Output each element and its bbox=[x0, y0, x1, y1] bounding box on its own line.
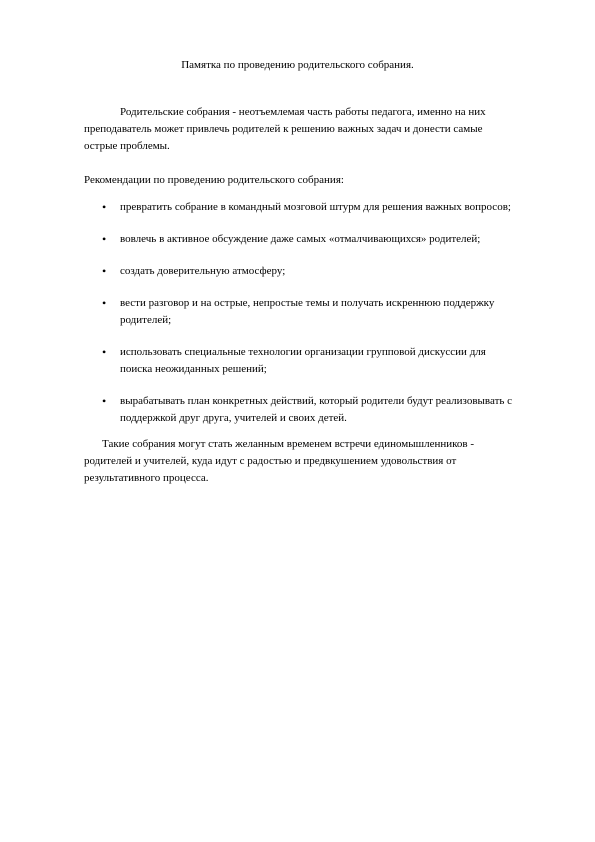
list-item bbox=[84, 295, 516, 329]
bullet-icon: • bbox=[102, 264, 107, 278]
list-item-text: использовать специальные технологии организации групповой дискуссии для поиска неожиданных решений; bbox=[120, 346, 486, 375]
recommendations-heading: Рекомендации по проведению родительского собрания: bbox=[84, 174, 344, 186]
list-item-text: вести разговор и на острые, непростые темы и получать искреннюю поддержку родителей; bbox=[120, 297, 495, 326]
list-item bbox=[84, 344, 516, 378]
list-item-text: создать доверительную атмосферу; bbox=[120, 265, 286, 277]
list-item-text: вовлечь в активное обсуждение даже самых «отмалчивающихся» родителей; bbox=[120, 233, 481, 245]
recommendations-list bbox=[84, 199, 516, 442]
list-item bbox=[84, 199, 516, 216]
bullet-icon: • bbox=[102, 232, 107, 246]
bullet-icon: • bbox=[102, 345, 107, 359]
closing-paragraph: Такие собрания могут стать желанным временем встречи единомышленников - родителей и учителей, куда идут с радостью и предвкушением удовольствия от результативного процесса. bbox=[84, 438, 475, 484]
bullet-icon: • bbox=[102, 394, 107, 408]
document-title: Памятка по проведению родительского собрания. bbox=[181, 59, 414, 71]
list-item-text: превратить собрание в командный мозговой штурм для решения важных вопросов; bbox=[120, 201, 511, 213]
intro-paragraph: Родительские собрания - неотъемлемая часть работы педагога, именно на них преподаватель может привлечь родителей к решению важных задач и донести самые острые проблемы. bbox=[84, 106, 486, 152]
list-item bbox=[84, 231, 516, 248]
bullet-icon: • bbox=[102, 200, 107, 214]
list-item bbox=[84, 393, 516, 427]
list-item-text: вырабатывать план конкретных действий, который родители будут реализовывать с поддержкой друг друга, учителей и своих детей. bbox=[120, 395, 513, 424]
bullet-icon: • bbox=[102, 296, 107, 310]
list-item bbox=[84, 263, 516, 280]
